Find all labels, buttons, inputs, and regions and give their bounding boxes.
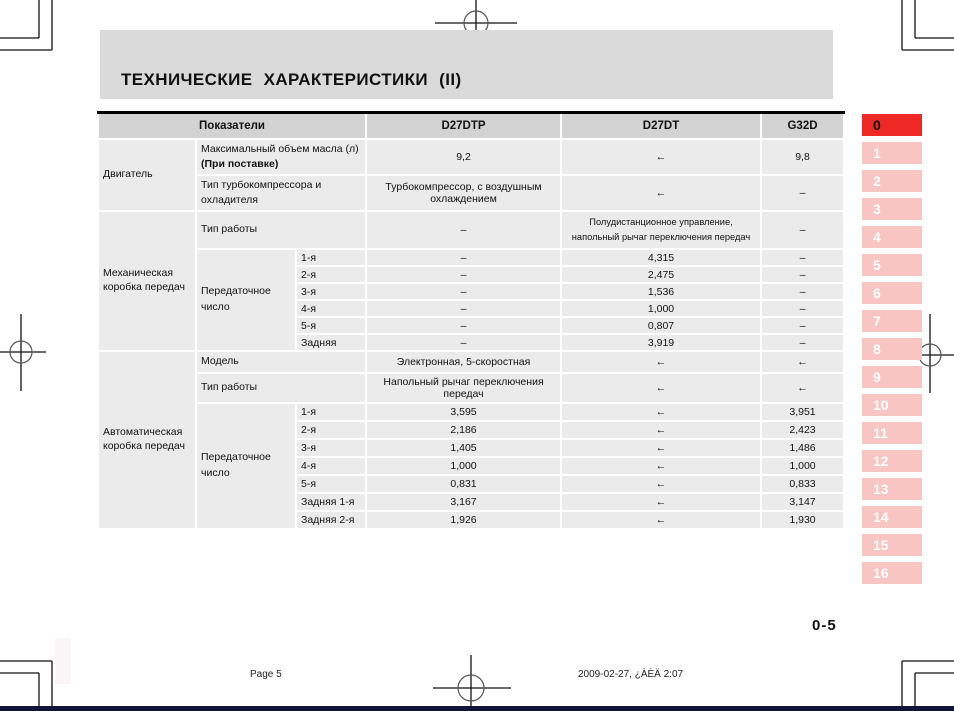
cell-ratio-value: 2,423 xyxy=(761,421,844,439)
cell-ratio-value: 3,167 xyxy=(366,493,561,511)
cell-ratio-value: 2,186 xyxy=(366,421,561,439)
table-row xyxy=(98,211,844,249)
cell-oil-d27dt: ← xyxy=(561,139,761,175)
gear-label: 1-я xyxy=(296,249,366,266)
cell-ratio-value: – xyxy=(366,334,561,351)
section-tab-10[interactable]: 10 xyxy=(862,394,922,416)
attr-auto-work-type: Тип работы xyxy=(196,373,366,403)
cell-ratio-value: 0,833 xyxy=(761,475,844,493)
row-group-engine: Двигатель xyxy=(98,139,196,211)
section-tab-15[interactable]: 15 xyxy=(862,534,922,556)
col-header-d27dtp: D27DTP xyxy=(366,113,561,140)
section-tab-8[interactable]: 8 xyxy=(862,338,922,360)
cell-ratio-value: 2,475 xyxy=(561,266,761,283)
section-tab-9[interactable]: 9 xyxy=(862,366,922,388)
section-tab-7[interactable]: 7 xyxy=(862,310,922,332)
cell-auto-model-g32d: ← xyxy=(761,351,844,373)
section-tab-14[interactable]: 14 xyxy=(862,506,922,528)
gear-label: 2-я xyxy=(296,421,366,439)
cell-auto-model-d27dt: ← xyxy=(561,351,761,373)
section-tab-strip xyxy=(862,114,922,584)
table-row xyxy=(98,403,844,421)
cell-ratio-value: – xyxy=(761,317,844,334)
gear-label: 4-я xyxy=(296,457,366,475)
gear-label: Задняя xyxy=(296,334,366,351)
attr-oil-capacity-note: (При поставке) xyxy=(201,158,279,170)
cell-auto-worktype-g32d: ← xyxy=(761,373,844,403)
page-title: ТЕХНИЧЕСКИЕ ХАРАКТЕРИСТИКИ (II) xyxy=(121,70,462,89)
footer-timestamp: 2009-02-27, ¿ÀÈÄ 2:07 xyxy=(578,669,684,680)
section-tab-5[interactable]: 5 xyxy=(862,254,922,276)
cell-ratio-value: 1,536 xyxy=(561,283,761,300)
footer-page-label: Page 5 xyxy=(250,669,282,680)
attr-turbo-type: Тип турбокомпрессора и охладителя xyxy=(196,175,366,211)
cell-oil-g32d: 9,8 xyxy=(761,139,844,175)
section-tab-2[interactable]: 2 xyxy=(862,170,922,192)
cell-ratio-value: ← xyxy=(561,421,761,439)
cell-ratio-value: – xyxy=(761,266,844,283)
attr-manual-ratio-label: Передаточное число xyxy=(196,249,296,351)
gear-label: 2-я xyxy=(296,266,366,283)
col-header-d27dt: D27DT xyxy=(561,113,761,140)
faint-print-artifact xyxy=(55,638,71,684)
cell-ratio-value: 1,926 xyxy=(366,511,561,529)
section-tab-3[interactable]: 3 xyxy=(862,198,922,220)
cell-ratio-value: 3,951 xyxy=(761,403,844,421)
cell-ratio-value: ← xyxy=(561,457,761,475)
attr-oil-capacity xyxy=(196,139,366,175)
cell-ratio-value: – xyxy=(366,266,561,283)
cell-ratio-value: 0,807 xyxy=(561,317,761,334)
attr-manual-work-type: Тип работы xyxy=(196,211,366,249)
spec-table xyxy=(97,111,845,530)
title-banner xyxy=(100,30,833,99)
cell-ratio-value: – xyxy=(761,334,844,351)
gear-label: 5-я xyxy=(296,475,366,493)
cell-ratio-value: – xyxy=(366,300,561,317)
row-group-manual-gearbox: Механическая коробка передач xyxy=(98,211,196,351)
attr-auto-model: Модель xyxy=(196,351,366,373)
attr-auto-ratio-label: Передаточное число xyxy=(196,403,296,529)
section-tab-13[interactable]: 13 xyxy=(862,478,922,500)
section-tab-11[interactable]: 11 xyxy=(862,422,922,444)
cell-ratio-value: – xyxy=(761,300,844,317)
gear-label: 3-я xyxy=(296,283,366,300)
cell-manual-worktype-d27dt: Полудистанционное управление, напольный рычаг переключения передач xyxy=(561,211,761,249)
section-tab-4[interactable]: 4 xyxy=(862,226,922,248)
cell-ratio-value: – xyxy=(761,283,844,300)
cell-ratio-value: 1,486 xyxy=(761,439,844,457)
cell-ratio-value: – xyxy=(366,283,561,300)
attr-oil-capacity-label: Максимальный объем масла (л) xyxy=(201,142,359,155)
cell-ratio-value: 3,595 xyxy=(366,403,561,421)
section-tab-12[interactable]: 12 xyxy=(862,450,922,472)
row-group-automatic-gearbox: Автоматическая коробка передач xyxy=(98,351,196,529)
table-row xyxy=(98,373,844,403)
registration-circle xyxy=(458,675,484,701)
cell-auto-worktype-d27dt: ← xyxy=(561,373,761,403)
cell-auto-model-d27dtp: Электронная, 5-скоростная xyxy=(366,351,561,373)
section-tab-1[interactable]: 1 xyxy=(862,142,922,164)
table-row xyxy=(98,175,844,211)
cell-ratio-value: ← xyxy=(561,493,761,511)
table-row xyxy=(98,351,844,373)
gear-label: Задняя 2-я xyxy=(296,511,366,529)
cell-auto-worktype-d27dtp: Напольный рычаг переключения передач xyxy=(366,373,561,403)
cell-manual-worktype-d27dtp: – xyxy=(366,211,561,249)
section-tab-16[interactable]: 16 xyxy=(862,562,922,584)
gear-label: 1-я xyxy=(296,403,366,421)
section-tab-0[interactable]: 0 xyxy=(862,114,922,136)
cell-ratio-value: ← xyxy=(561,475,761,493)
cell-ratio-value: ← xyxy=(561,403,761,421)
cell-ratio-value: 4,315 xyxy=(561,249,761,266)
cell-manual-worktype-g32d: – xyxy=(761,211,844,249)
section-tab-6[interactable]: 6 xyxy=(862,282,922,304)
col-header-g32d: G32D xyxy=(761,113,844,140)
cell-ratio-value: ← xyxy=(561,511,761,529)
cell-ratio-value: 1,405 xyxy=(366,439,561,457)
col-header-indicators: Показатели xyxy=(98,113,366,140)
cell-ratio-value: 1,000 xyxy=(366,457,561,475)
bottom-edge-bar xyxy=(0,706,954,711)
registration-circle xyxy=(919,344,941,366)
gear-label: 3-я xyxy=(296,439,366,457)
cell-ratio-value: 3,147 xyxy=(761,493,844,511)
cell-turbo-g32d: – xyxy=(761,175,844,211)
cell-ratio-value: 0,831 xyxy=(366,475,561,493)
cell-ratio-value: 1,930 xyxy=(761,511,844,529)
registration-circle xyxy=(10,341,32,363)
cell-ratio-value: 3,919 xyxy=(561,334,761,351)
cell-ratio-value: – xyxy=(366,317,561,334)
cell-turbo-d27dtp: Турбокомпрессор, с воздушным охлаждением xyxy=(366,175,561,211)
cell-ratio-value: – xyxy=(366,249,561,266)
cell-ratio-value: – xyxy=(761,249,844,266)
table-header-row xyxy=(98,113,844,140)
table-row xyxy=(98,249,844,266)
table-row xyxy=(98,139,844,175)
gear-label: 4-я xyxy=(296,300,366,317)
page-number: 0-5 xyxy=(812,617,837,634)
cell-oil-d27dtp: 9,2 xyxy=(366,139,561,175)
cell-ratio-value: 1,000 xyxy=(761,457,844,475)
cell-turbo-d27dt: ← xyxy=(561,175,761,211)
gear-label: Задняя 1-я xyxy=(296,493,366,511)
cell-ratio-value: ← xyxy=(561,439,761,457)
cell-ratio-value: 1,000 xyxy=(561,300,761,317)
gear-label: 5-я xyxy=(296,317,366,334)
